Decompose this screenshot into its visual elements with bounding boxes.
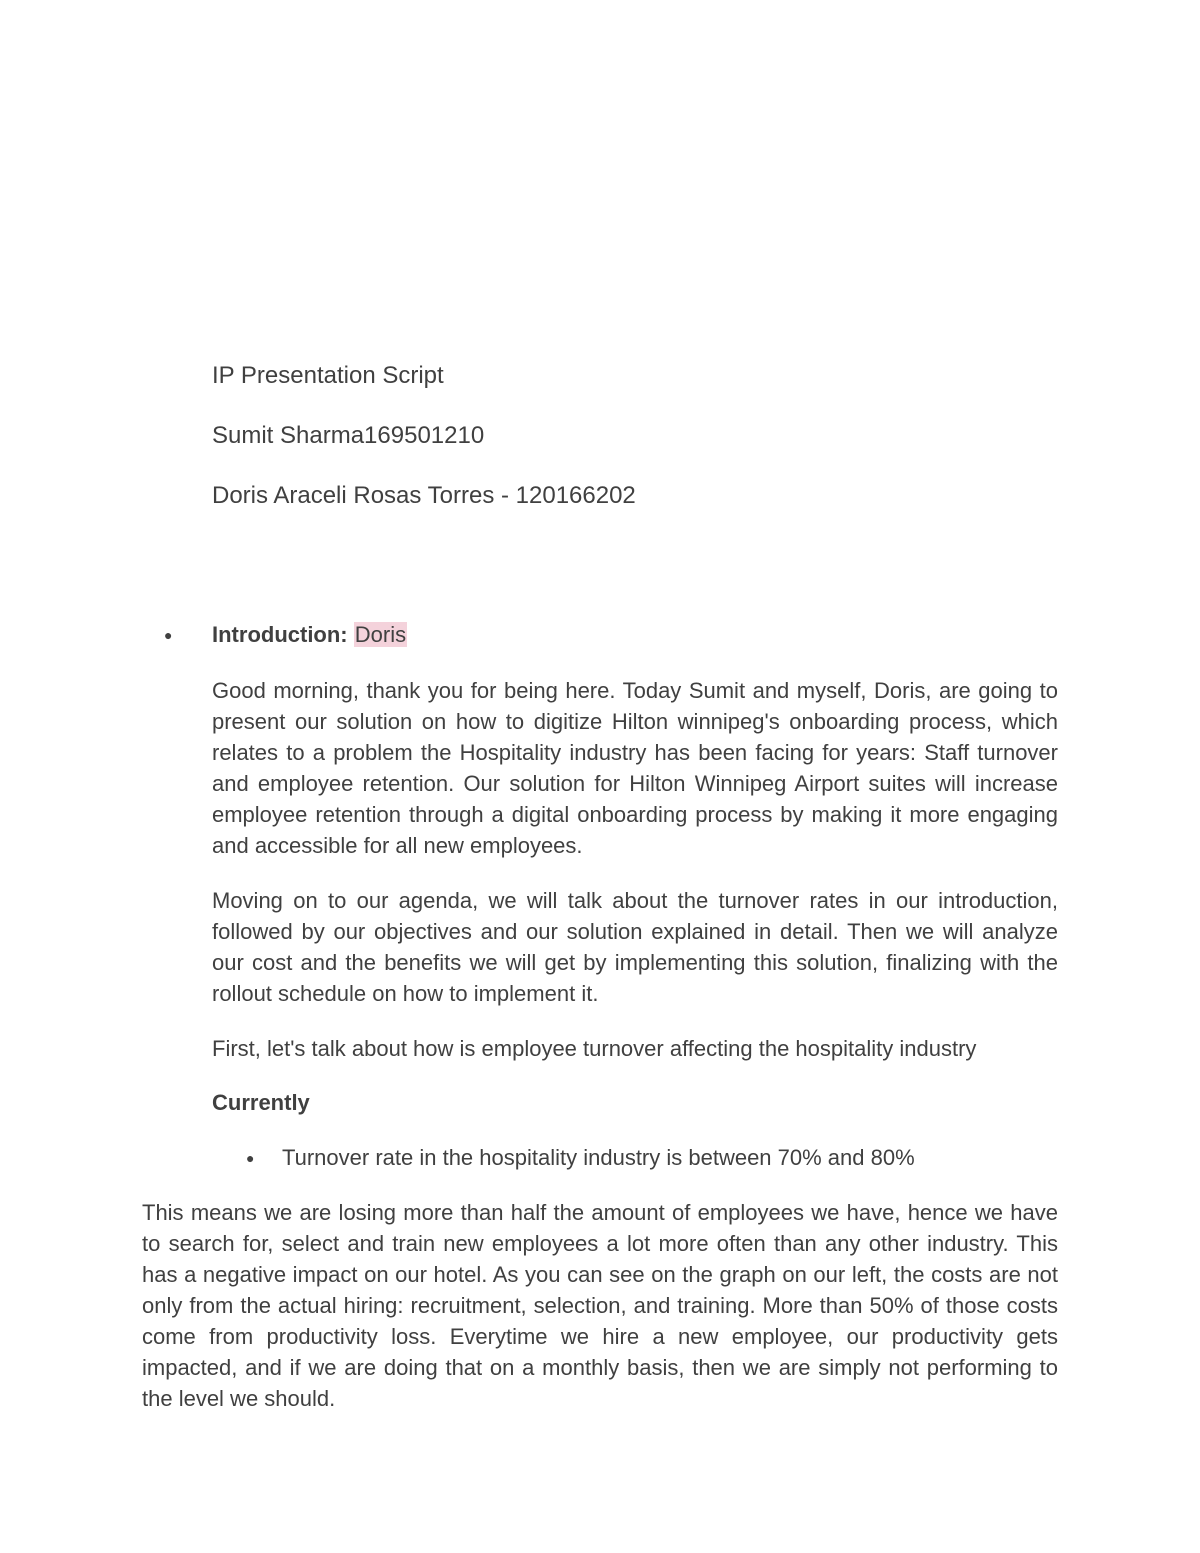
speaker-highlight: Doris: [354, 622, 407, 647]
intro-paragraph-3: First, let's talk about how is employee turnover affecting the hospitality industry: [212, 1036, 977, 1061]
turnover-bullet-text: Turnover rate in the hospitality industry is between 70% and 80%: [282, 1145, 915, 1170]
author-line-1: Sumit Sharma169501210: [212, 422, 485, 449]
turnover-bullet-item: [246, 1143, 915, 1173]
author-line-2: Doris Araceli Rosas Torres - 120166202: [212, 482, 636, 509]
document-title: IP Presentation Script: [212, 362, 444, 389]
closing-paragraph: This means we are losing more than half the amount of employees we have, hence we have to search for, select and train new employees a lot more often than any other industry. This has a negative impact on our hotel. As you can see on the graph on our left, the costs are not only from the actual hiring: recruitment, selection, and training. More than 50% of those costs come from productivity loss. Everytime we hire a new employee, our productivity gets impacted, and if we are doing that on a monthly basis, then we are simply not performing to the level we should.: [142, 1200, 1058, 1411]
introduction-label: Introduction:: [212, 622, 348, 647]
currently-heading: Currently: [212, 1090, 310, 1115]
introduction-label-row: [212, 620, 407, 650]
intro-paragraph-2: Moving on to our agenda, we will talk about the turnover rates in our introduction, followed by our objectives and our solution explained in detail. Then we will analyze our cost and the benefits we will get by implementing this solution, finalizing with the rollout schedule on how to implement it.: [212, 888, 1058, 1006]
intro-paragraph-1: Good morning, thank you for being here. Today Sumit and myself, Doris, are going to present our solution on how to digitize Hilton winnipeg's onboarding process, which relates to a problem the Hospitality industry has been facing for years: Staff turnover and employee retention. Our solution for Hilton Winnipeg Airport suites will increase employee retention through a digital onboarding process by making it more engaging and accessible for all new employees.: [212, 678, 1058, 858]
bullet-dot-icon: ●: [246, 1150, 255, 1166]
introduction-bullet-icon: ●: [164, 627, 173, 643]
